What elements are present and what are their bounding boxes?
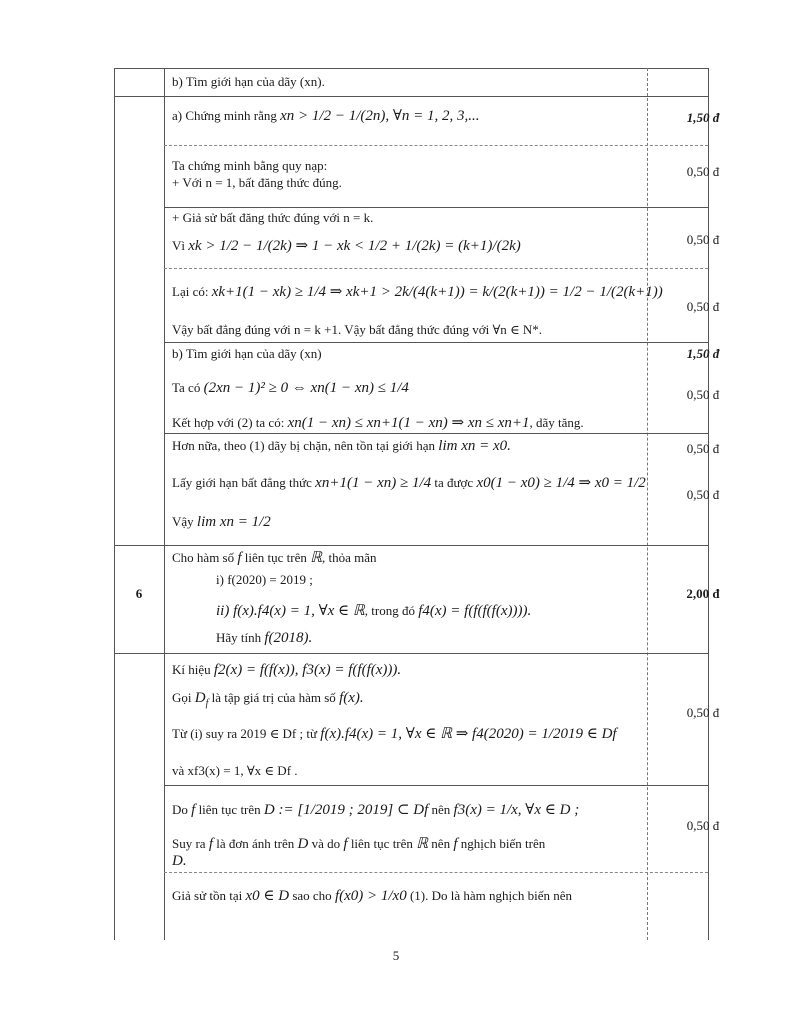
condition-i: i) f(2020) = 2019 ;: [216, 572, 313, 587]
row-divider: [164, 207, 708, 208]
table-border-left: [114, 68, 115, 940]
text: Vậy: [172, 514, 194, 529]
text-line: Suy ra f là đơn ánh trên D và do f liên tục trên ℝ nên f nghịch biến trên: [172, 836, 546, 852]
text: Kí hiệu: [172, 662, 211, 677]
score: 1,50 đ: [686, 110, 720, 125]
row-divider: [114, 96, 708, 97]
table-border-right: [708, 68, 709, 940]
math-expression: f(x).: [339, 690, 364, 706]
text: ta được: [434, 475, 474, 490]
math-expression: xn(1 − xn) ≤ xn+1(1 − xn) ⇒ xn ≤ xn+1: [287, 415, 530, 431]
text-line: [172, 438, 511, 455]
text-line: [172, 106, 480, 125]
text: Từ (i) suy ra 2019 ∈ Df ; từ: [172, 726, 318, 741]
score: 0,50 đ: [686, 818, 720, 833]
text-line: Vậy bất đẳng đúng với n = k +1. Vậy bất đẳng thức đúng với ∀n ∈ N*.: [172, 322, 543, 337]
text: nên: [431, 802, 451, 817]
text: và do: [311, 836, 341, 851]
math-expression: f3(x) = 1/x, ∀x ∈ D ;: [453, 802, 580, 818]
score: 1,50 đ: [686, 346, 720, 361]
math-expression: f(2018).: [264, 630, 313, 646]
text: Giả sử tồn tại: [172, 888, 243, 903]
text-line: [172, 74, 325, 90]
row-divider: [164, 433, 708, 434]
text-line: Gọi $D_f$ là tập giá trị của hàm số f(x).: [172, 690, 364, 709]
math-expression: xk > 1/2 − 1/(2k) ⇒ 1 − xk < 1/2 + 1/(2k) = (k+1)/(2k): [188, 238, 521, 254]
math-expression: f4(x) = f(f(f(f(x)))).: [418, 603, 532, 619]
part-a-text: a) Chứng minh rằng: [172, 108, 277, 123]
text: nghịch biến trên: [460, 836, 546, 851]
text: Hãy tính: [216, 630, 262, 645]
text: , trong đó: [364, 603, 415, 618]
score: 0,50 đ: [686, 232, 720, 247]
text-line: [172, 662, 401, 679]
text: Vì: [172, 238, 185, 253]
row-divider: [164, 785, 708, 786]
text: Ta có: [172, 380, 201, 395]
text-line: + Với n = 1, bất đăng thức đúng.: [172, 175, 342, 190]
text: là đơn ánh trên: [216, 836, 295, 851]
text-line: Cho hàm số f liên tục trên ℝ, thỏa mãn: [172, 550, 377, 566]
text: liên tục trên: [350, 836, 413, 851]
text-line: [172, 380, 409, 397]
math-expression: f(x0) > 1/x0: [334, 888, 407, 904]
row-divider: [164, 268, 708, 269]
math-expression: xk+1(1 − xk) ≥ 1/4 ⇒ xk+1 > 2k/(4(k+1)) = k/(2(k+1)) = 1/2 − 1/(2(k+1)): [211, 284, 663, 300]
math-expression: lim xn = 1/2: [196, 514, 271, 530]
text-line: [172, 413, 584, 432]
row-divider: [164, 872, 708, 873]
math-expression: ii) f(x).f4(x) = 1, ∀x ∈ ℝ: [216, 603, 365, 619]
math-expression: f(x).f4(x) = 1, ∀x ∈ ℝ ⇒ f4(2020) = 1/2019 ∈ Df: [320, 726, 617, 742]
math-expression: f2(x) = f(f(x)), f3(x) = f(f(f(x))).: [213, 662, 402, 678]
text-line: D.: [172, 853, 187, 869]
text-line: Do f liên tục trên D := [1/2019 ; 2019] ⊂ Df nên f3(x) = 1/x, ∀x ∈ D ;: [172, 802, 580, 818]
score: 0,50 đ: [686, 441, 720, 456]
text: liên tục trên: [244, 550, 307, 565]
row-divider: [164, 145, 708, 146]
text: Suy ra: [172, 836, 206, 851]
text-line: + Giả sử bất đăng thức đúng với n = k.: [172, 210, 374, 225]
text-line: [172, 473, 646, 492]
row-divider: [114, 653, 708, 654]
text-line: [172, 514, 271, 531]
col-divider-1: [164, 68, 165, 940]
text: Lấy giới hạn bất đẳng thức: [172, 475, 312, 490]
text: Cho hàm số: [172, 550, 235, 565]
question-number: 6: [135, 586, 143, 601]
text-line: [216, 630, 312, 647]
text: sao cho: [292, 888, 332, 903]
row-divider: [114, 545, 708, 546]
text-line: [172, 236, 521, 255]
text: Hơn nữa, theo (1) dãy bị chặn, nên tồn tại giới hạn: [172, 438, 436, 453]
score: 0,50 đ: [686, 387, 720, 402]
text-line: [172, 886, 572, 905]
page-number: 5: [392, 948, 400, 963]
math-inequality: xn > 1/2 − 1/(2n), ∀n = 1, 2, 3,...: [280, 108, 480, 124]
math-expression: lim xn = x0.: [438, 438, 511, 454]
text: là tập giá trị của hàm số: [211, 690, 336, 705]
math-expression: (2xn − 1)² ≥ 0 ⇔ xn(1 − xn) ≤ 1/4: [203, 380, 409, 396]
text: Lại có:: [172, 284, 209, 299]
col-divider-2: [647, 68, 648, 940]
math-expression: xn+1(1 − xn) ≥ 1/4: [315, 475, 432, 491]
score: 0,50 đ: [686, 164, 720, 179]
text: nên: [431, 836, 451, 851]
text-line: Ta chứng minh bằng quy nạp:: [172, 158, 328, 173]
text: , dãy tăng.: [529, 415, 584, 430]
condition-ii: [216, 601, 531, 620]
text: , thỏa mãn: [322, 550, 377, 565]
score: 0,50 đ: [686, 299, 720, 314]
text-line: và xf3(x) = 1, ∀x ∈ Df .: [172, 763, 298, 778]
row-divider: [164, 342, 708, 343]
score: 0,50 đ: [686, 705, 720, 720]
math-expression: D := [1/2019 ; 2019] ⊂ Df: [263, 802, 429, 818]
math-expression: x0 ∈ D: [245, 888, 290, 904]
text: liên tục trên: [198, 802, 261, 817]
text-line: b) Tìm giới hạn của dãy (xn): [172, 346, 322, 361]
score: 0,50 đ: [686, 487, 720, 502]
text-line: [172, 282, 663, 301]
text: (1). Do là hàm nghịch biến nên: [409, 888, 573, 903]
score: 2,00 đ: [686, 586, 720, 601]
text: Gọi: [172, 690, 192, 705]
part-b-heading: b) Tìm giới hạn của dãy (xn).: [172, 74, 325, 89]
text-line: [172, 724, 617, 743]
text: Do: [172, 802, 188, 817]
table-border-top: [114, 68, 708, 69]
math-expression: x0(1 − x0) ≥ 1/4 ⇒ x0 = 1/2: [476, 475, 646, 491]
text: Kết hợp với (2) ta có:: [172, 415, 285, 430]
